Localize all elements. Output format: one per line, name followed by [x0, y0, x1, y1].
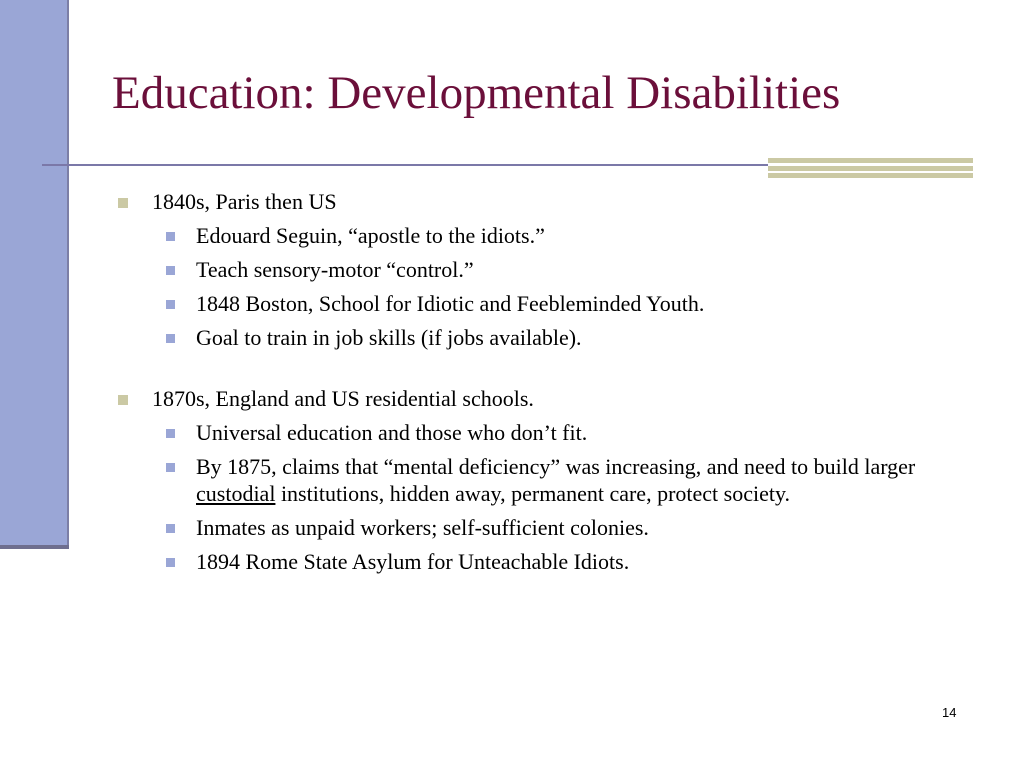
sub-bullet-text: 1894 Rome State Asylum for Unteachable Idiots.	[196, 549, 630, 574]
sub-bullet-text: 1848 Boston, School for Idiotic and Feebleminded Youth.	[196, 291, 705, 316]
sub-bullet-item	[118, 548, 978, 575]
sub-bullet-text-after: institutions, hidden away, permanent care, protect society.	[275, 481, 791, 506]
slide-content	[118, 181, 978, 575]
left-decorative-bar	[0, 0, 67, 545]
sub-bullet-text: Goal to train in job skills (if jobs available).	[196, 325, 582, 350]
sub-bullet-item	[118, 290, 978, 317]
square-bullet-icon	[118, 395, 128, 405]
square-bullet-icon	[118, 198, 128, 208]
bullet-item	[118, 385, 978, 412]
sub-bullet-text: Edouard Seguin, “apostle to the idiots.”	[196, 223, 545, 248]
square-bullet-icon	[166, 463, 175, 472]
slide-title: Education: Developmental Disabilities	[112, 67, 841, 119]
page-number: 14	[942, 705, 957, 720]
square-bullet-icon	[166, 266, 175, 275]
sub-bullet-item	[118, 514, 978, 541]
square-bullet-icon	[166, 524, 175, 533]
square-bullet-icon	[166, 334, 175, 343]
square-bullet-icon	[166, 232, 175, 241]
divider-accent-stripes	[768, 158, 973, 178]
sub-bullet-item	[118, 419, 978, 446]
sub-bullet-item	[118, 222, 978, 249]
sub-bullet-text	[196, 454, 915, 506]
sub-bullet-item	[118, 256, 978, 283]
square-bullet-icon	[166, 429, 175, 438]
sub-bullet-item	[118, 453, 978, 507]
square-bullet-icon	[166, 300, 175, 309]
bullet-text: 1840s, Paris then US	[152, 189, 337, 214]
bullet-item	[118, 188, 978, 215]
left-bar-edge	[67, 0, 69, 549]
sub-bullet-text: Universal education and those who don’t fit.	[196, 420, 588, 445]
sub-bullet-text: Inmates as unpaid workers; self-sufficient colonies.	[196, 515, 649, 540]
left-bar-shadow	[0, 545, 69, 549]
underlined-term: custodial	[196, 481, 276, 506]
sub-bullet-text-before: By 1875, claims that “mental deficiency” was increasing, and need to build larger	[196, 454, 916, 479]
sub-bullet-text: Teach sensory-motor “control.”	[196, 257, 474, 282]
sub-bullet-item	[118, 324, 978, 351]
bullet-text: 1870s, England and US residential schools.	[152, 386, 534, 411]
square-bullet-icon	[166, 558, 175, 567]
